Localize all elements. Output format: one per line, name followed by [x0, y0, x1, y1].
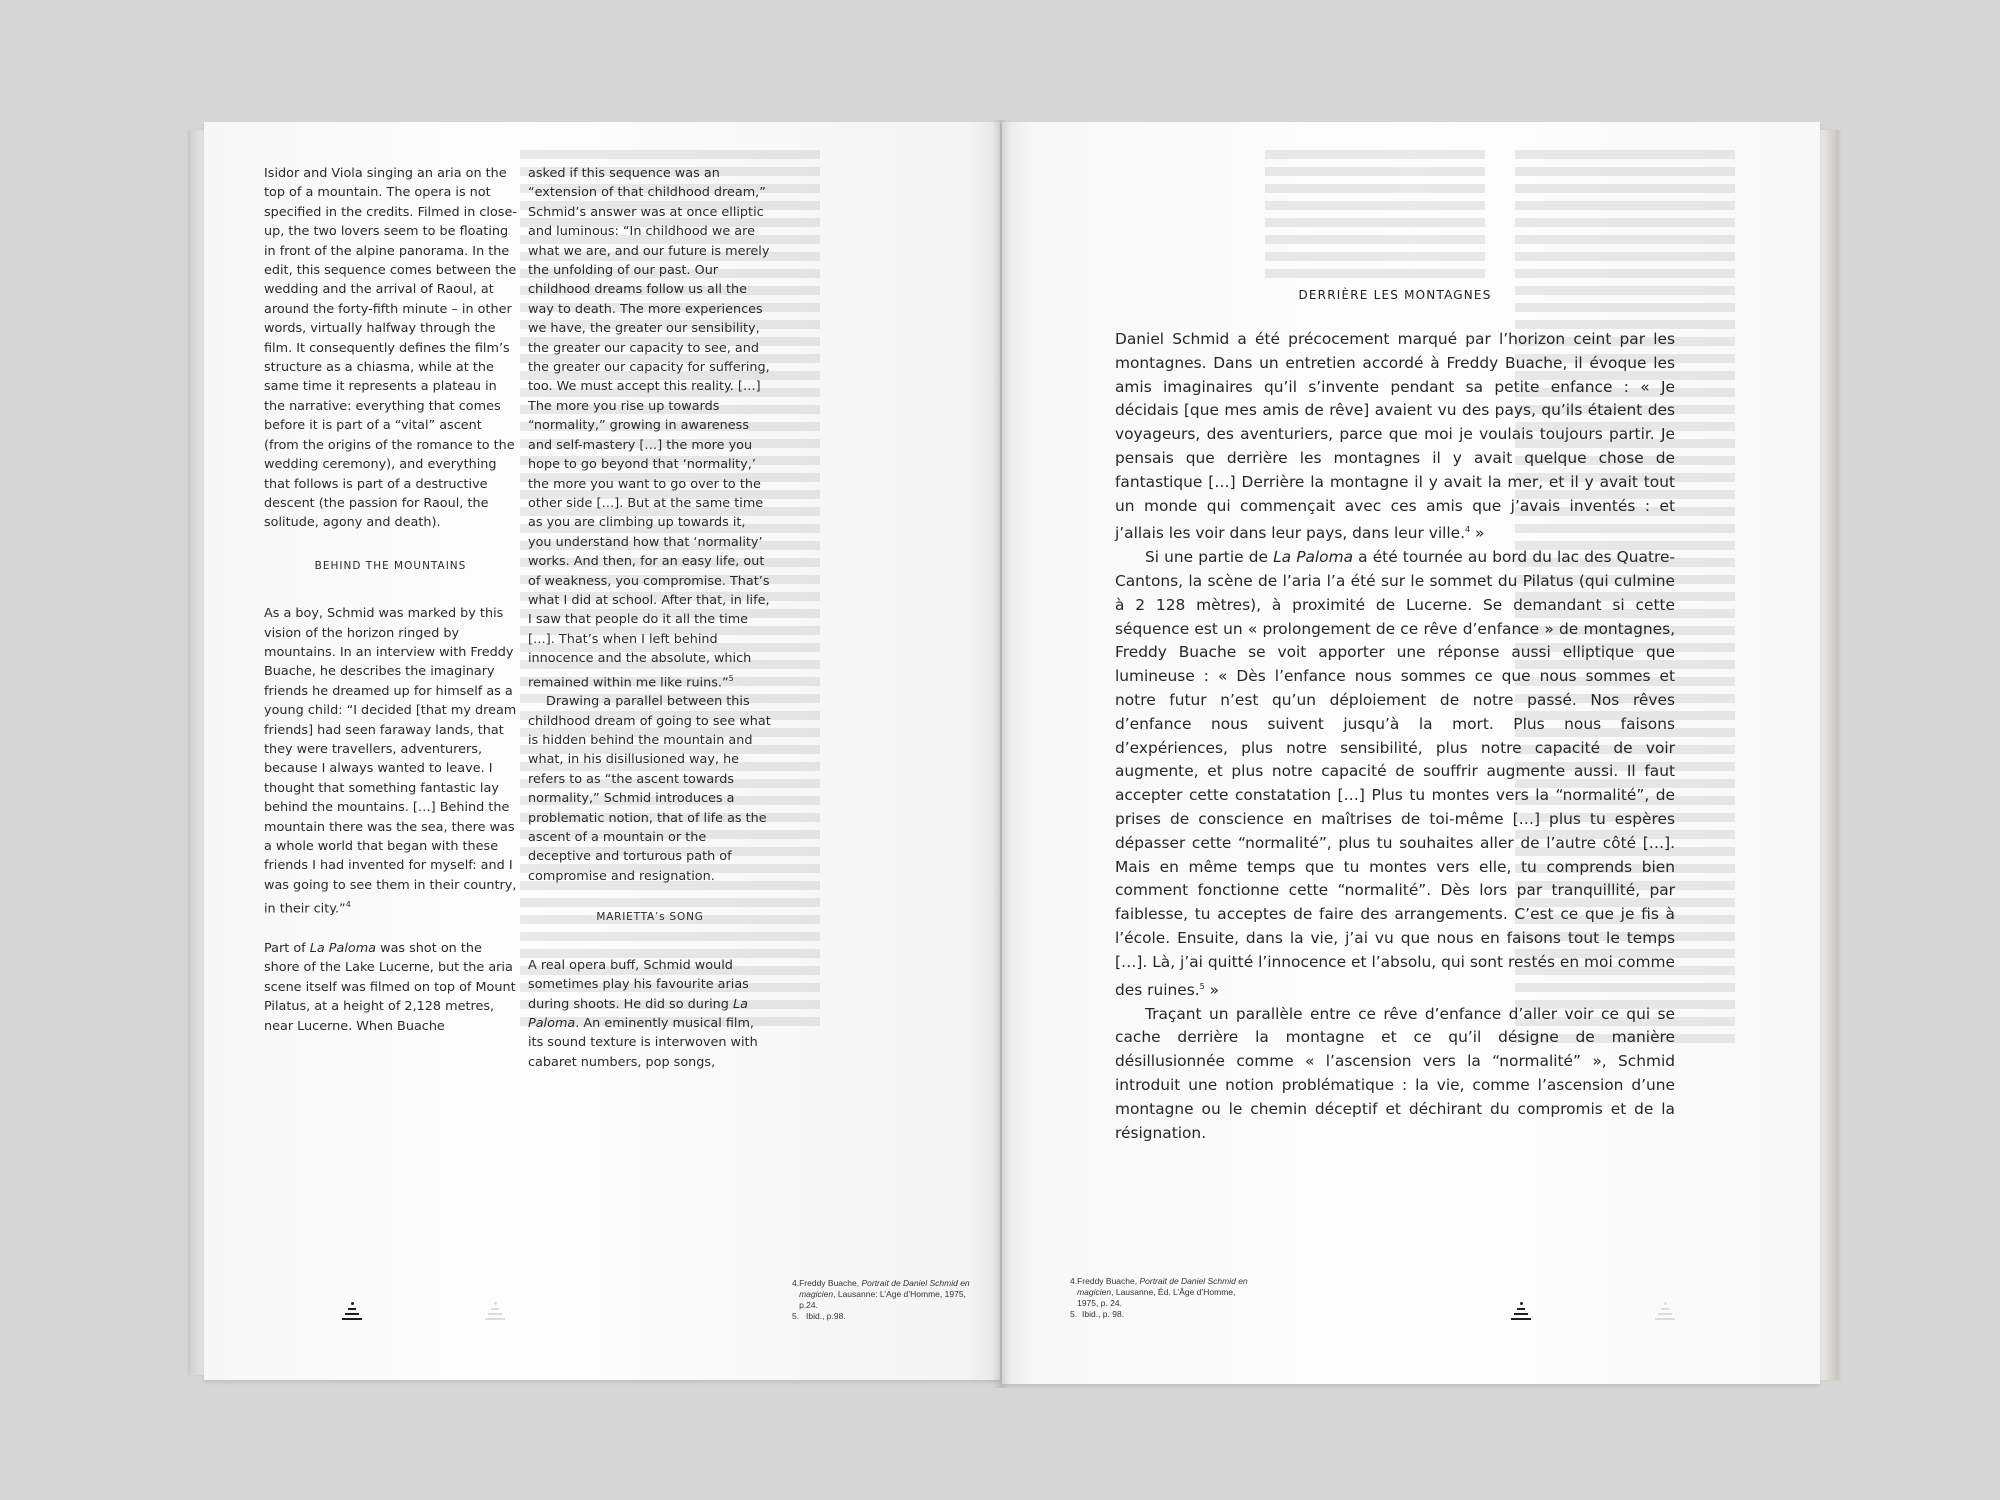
- section-heading: BEHIND THE MOUNTAINS: [314, 559, 467, 572]
- show-through-logo-icon: [1655, 1302, 1675, 1324]
- footnote-text: Ibid., p. 98.: [1082, 1309, 1125, 1319]
- footnote-ref: 4: [345, 900, 351, 910]
- left-footnotes: [792, 1278, 982, 1322]
- paragraph: Traçant un parallèle entre ce rêve d’enfance d’aller voir ce qui se cache derrière la montagne et ce qu’il désigne de manière désillusionnée comme « l’ascension vers la “normalité” », Schmid introduit une notion problématique : la vie, comme l’ascension d’une montagne ou le chemin déceptif et déchirant du compromis et de la résignation.: [1115, 1004, 1675, 1142]
- left-column-2: [528, 164, 772, 1072]
- paragraph-text: Part of: [264, 940, 310, 956]
- footnote-text-part: , Lausanne: L’Age d’Homme, 1975, p.24.: [799, 1289, 966, 1310]
- footnote-4: [1070, 1276, 1250, 1309]
- right-footnotes: [1070, 1276, 1250, 1320]
- show-through-right-1: [1265, 150, 1485, 280]
- film-title: La Paloma: [1273, 548, 1354, 567]
- paragraph: [1115, 328, 1675, 546]
- paragraph: [264, 604, 517, 919]
- paragraph-text: »: [1470, 524, 1485, 543]
- paragraph-text: Si une partie de: [1145, 548, 1274, 567]
- paragraph-text: asked if this sequence was an “extension of that childhood dream,” Schmid’s answer was at once elliptic and luminous: “In childhood we are what we are, and our future is merely the unfolding of our past. Our childhood dreams follow us all the way to death. The more experiences we have, the greater our sensibility, the greater our capacity to see, and the greater our capacity for suffering, too. We must accept this reality. […] The more you rise up towards “normality,” growing in awareness and self-mastery […] the more you hope to go beyond that ‘normality,’ the more you want to go over to the other side […]. But at the same time as you are climbing up towards it, you understand how that ‘normality’ works. And then, for an easy life, out of weakness, you compromise. That’s what I did at school. After that, in life, I saw that people do it all the time […]. That’s when I left behind innocence and the absolute, which remained within me like ruins.”: [528, 166, 770, 690]
- film-title: La Paloma: [528, 996, 748, 1031]
- publisher-logo-icon: [342, 1302, 362, 1324]
- left-column-1: [264, 164, 517, 1036]
- footnote-number: 5.: [1070, 1309, 1078, 1319]
- paragraph-text: Daniel Schmid a été précocement marqué par l’horizon ceint par les montagnes. Dans un entretien accordé à Freddy Buache, il évoque les amis imaginaires qu’il s’invente pendant sa petite enfance : « Je décidais [que mes amis de rêve] avaient vu des pays, qu’ils étaient des voyageurs, des aventuriers, parce que moi je voulais toujours partir. Je pensais que derrière les montagnes il y avait quelque chose de fantastique […] Derrière la montagne il y avait la mer, et il y avait tout un monde qui commençait avec ces amis que j’avais inventés : et j’allais les voir dans leur pays, dans leur ville.: [1115, 330, 1675, 543]
- paragraph: [264, 939, 517, 1036]
- paragraph-text: As a boy, Schmid was marked by this vision of the horizon ringed by mountains. In an interview with Freddy Buache, he describes the imaginary friends he dreamed up for himself as a young child: “I decided [that my dream friends] had seen faraway lands, that they were travellers, adventurers, because I always wanted to leave. I thought that something fantastic lay behind the mountains. […] Behind the mountain there was the sea, there was a whole world that began with these friends I had invented for myself: and I was going to see them in their country, in their city.”: [264, 606, 517, 917]
- footnote-ref: 4: [1465, 525, 1471, 535]
- footnote-text-part: , Lausanne, Éd. L’Âge d’Homme, 1975, p. 24.: [1077, 1287, 1236, 1308]
- paragraph: [1115, 546, 1675, 1002]
- footnote-ref: 5: [1199, 981, 1205, 991]
- paragraph: Drawing a parallel between this childhood dream of going to see what is hidden behind the mountain and what, in his disillusioned way, he refers to as “the ascent towards normality,” Schmid introduces a problematic notion, that of life as the ascent of a mountain or the deceptive and torturous path of compromise and resignation.: [528, 694, 771, 884]
- footnote-text: [1077, 1276, 1250, 1309]
- section-heading: MARIETTA’s SONG: [596, 911, 704, 924]
- section-heading: DERRIÈRE LES MONTAGNES: [1298, 288, 1492, 302]
- paragraph: Isidor and Viola singing an aria on the top of a mountain. The opera is not specified in the credits. Filmed in close-up, the two lovers seem to be floating in front of the alpine panorama. In the edit, this sequence comes between the wedding and the arrival of Raoul, at around the forty-fifth minute – in other words, virtually halfway through the film. It consequently defines the film’s structure as a chiasma, while at the same time it represents a plateau in the narrative: everything that comes before it is part of a “vital” ascent (from the origins of the romance to the wedding ceremony), and everything that follows is part of a destructive descent (the passion for Raoul, the solitude, agony and death).: [264, 166, 517, 531]
- publisher-logo-icon: [1511, 1302, 1531, 1324]
- footnote-number: 5.: [792, 1311, 800, 1321]
- page-stack-right-edge: [1818, 130, 1838, 1380]
- footnote-5: [1070, 1309, 1250, 1320]
- paragraph-text: A real opera buff, Schmid would sometimes play his favourite arias during shoots. He did so during: [528, 957, 749, 1012]
- footnote-number: 4.: [792, 1278, 800, 1288]
- paragraph: [528, 956, 772, 1072]
- footnote-title: Portrait de Daniel Schmid en magicien: [799, 1278, 970, 1299]
- footnote-ref: 5: [728, 673, 734, 683]
- footnote-text-part: Freddy Buache,: [1077, 1276, 1140, 1286]
- film-title: La Paloma: [309, 940, 377, 956]
- paragraph-text: a été tournée au bord du lac des Quatre-Cantons, la scène de l’aria l’a été sur le sommet du Pilatus (qui culmine à 2 128 mètres), à proximité de Lucerne. Se demandant si cette séquence est un « prolongement de ce rêve d’enfance » de montagnes, Freddy Buache se voit apporter une réponse aussi elliptique que lumineuse : « Dès l’enfance nous sommes ce que nous sommes et notre futur n’est qu’un déploiement de notre passé. Nos rêves d’enfance nous suivent jusqu’à la mort. Plus nous faisons d’expériences, plus notre sensibilité, plus notre capacité de voir augmente, et plus notre capacité de souffrir augmente aussi. Il faut accepter cette constatation […] Plus tu montes vers la “normalité”, de prises de conscience en maîtrises de toi-même […] plus tu espères dépasser cette “normalité”, plus tu souhaites aller de l’autre côté […]. Mais en même temps que tu montes vers elle, tu comprends bien comment fonctionne cette “normalité”. Dès lors par tranquillité, par faiblesse, tu acceptes de faire des arrangements. C’est ce que je fis à l’école. Ensuite, dans la vie, j’ai vu que nous en faisons tout le temps […]. Là, j’ai quitté l’innocence et l’absolu, qui sont restés en moi comme des ruines.: [1115, 548, 1675, 999]
- footnote-number: 4.: [1070, 1276, 1078, 1286]
- paragraph-text: . An eminently musical film, its sound texture is interwoven with cabaret numbers, pop songs,: [528, 1015, 758, 1070]
- paragraph: [528, 164, 772, 692]
- footnote-text-part: Freddy Buache,: [799, 1278, 862, 1288]
- footnote-4: [792, 1278, 982, 1311]
- right-page-body: [1115, 328, 1675, 1145]
- book-gutter: [992, 120, 1010, 1388]
- footnote-text: [799, 1278, 982, 1311]
- footnote-text: Ibid., p.98.: [806, 1311, 846, 1321]
- footnote-5: [792, 1311, 982, 1322]
- paragraph-text: »: [1204, 980, 1220, 999]
- paragraph-text: was shot on the shore of the Lake Lucerne, but the aria scene itself was filmed on top of Mount Pilatus, at a height of 2,128 metres, near Lucerne. When Buache: [264, 940, 516, 1034]
- footnote-title: Portrait de Daniel Schmid en magicien: [1077, 1276, 1248, 1297]
- show-through-logo-icon: [485, 1302, 505, 1324]
